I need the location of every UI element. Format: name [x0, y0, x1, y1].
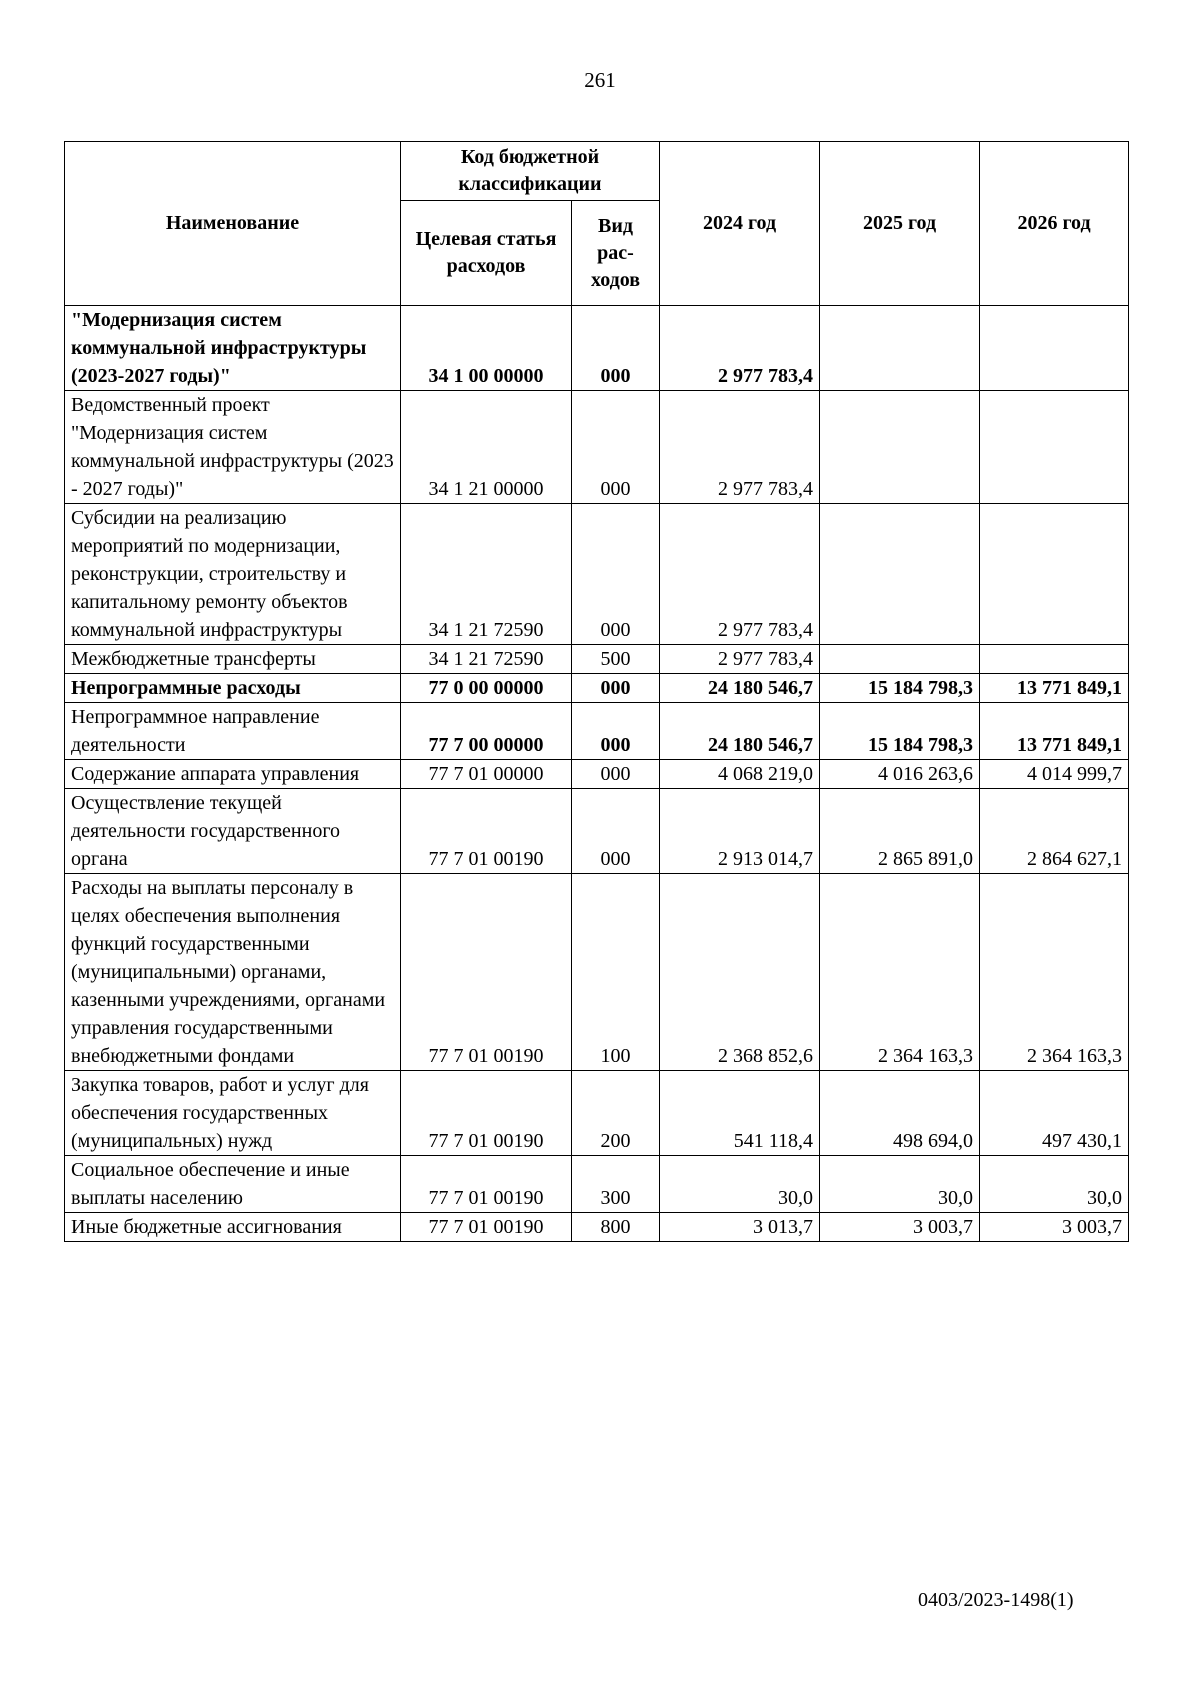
row-name: Ведомственный проект "Модернизация систем коммунальной инфраструктуры (2023 - 2027 годы)"	[65, 391, 401, 504]
row-value-2026: 2 864 627,1	[980, 789, 1129, 874]
row-expense-type: 300	[572, 1156, 660, 1213]
row-expense-type: 800	[572, 1213, 660, 1242]
row-target-code: 77 7 01 00190	[401, 789, 572, 874]
row-value-2025: 30,0	[820, 1156, 980, 1213]
row-value-2026: 2 364 163,3	[980, 874, 1129, 1071]
header-kbk: Код бюджетной классификации	[401, 142, 660, 201]
row-value-2025: 15 184 798,3	[820, 703, 980, 760]
row-target-code: 77 7 01 00190	[401, 1213, 572, 1242]
table-row	[65, 504, 1129, 645]
row-name: Закупка товаров, работ и услуг для обеспечения государственных (муниципальных) нужд	[65, 1071, 401, 1156]
row-value-2025	[820, 645, 980, 674]
table-row	[65, 789, 1129, 874]
row-value-2024: 2 368 852,6	[660, 874, 820, 1071]
document-code: 0403/2023-1498(1)	[918, 1589, 1074, 1611]
row-name: Иные бюджетные ассигнования	[65, 1213, 401, 1242]
row-name: Содержание аппарата управления	[65, 760, 401, 789]
row-value-2025: 15 184 798,3	[820, 674, 980, 703]
header-2026: 2026 год	[980, 142, 1129, 306]
row-value-2024: 2 977 783,4	[660, 306, 820, 391]
row-value-2026	[980, 391, 1129, 504]
row-value-2025: 4 016 263,6	[820, 760, 980, 789]
header-2024: 2024 год	[660, 142, 820, 306]
row-value-2024: 24 180 546,7	[660, 674, 820, 703]
row-name: "Модернизация систем коммунальной инфраструктуры (2023-2027 годы)"	[65, 306, 401, 391]
row-value-2026: 3 003,7	[980, 1213, 1129, 1242]
row-expense-type: 000	[572, 703, 660, 760]
table-body	[65, 306, 1129, 1242]
row-name: Непрограммное направление деятельности	[65, 703, 401, 760]
row-target-code: 77 0 00 00000	[401, 674, 572, 703]
table-row	[65, 703, 1129, 760]
row-target-code: 77 7 01 00190	[401, 874, 572, 1071]
table-row	[65, 760, 1129, 789]
row-value-2024: 3 013,7	[660, 1213, 820, 1242]
header-2025: 2025 год	[820, 142, 980, 306]
header-target: Целевая статья расходов	[401, 201, 572, 306]
row-name: Осуществление текущей деятельности государственного органа	[65, 789, 401, 874]
row-value-2026	[980, 306, 1129, 391]
table-row	[65, 874, 1129, 1071]
row-target-code: 77 7 01 00000	[401, 760, 572, 789]
row-value-2025	[820, 306, 980, 391]
row-value-2024: 2 977 783,4	[660, 391, 820, 504]
row-value-2026: 13 771 849,1	[980, 703, 1129, 760]
row-expense-type: 200	[572, 1071, 660, 1156]
header-name: Наименование	[65, 142, 401, 306]
row-target-code: 77 7 01 00190	[401, 1071, 572, 1156]
table-row	[65, 306, 1129, 391]
row-target-code: 77 7 01 00190	[401, 1156, 572, 1213]
row-value-2025: 2 865 891,0	[820, 789, 980, 874]
row-expense-type: 000	[572, 674, 660, 703]
row-value-2026: 4 014 999,7	[980, 760, 1129, 789]
row-value-2024: 4 068 219,0	[660, 760, 820, 789]
row-value-2024: 541 118,4	[660, 1071, 820, 1156]
table-row	[65, 1071, 1129, 1156]
row-value-2025: 2 364 163,3	[820, 874, 980, 1071]
table-row	[65, 674, 1129, 703]
row-target-code: 34 1 21 72590	[401, 645, 572, 674]
row-expense-type: 000	[572, 789, 660, 874]
row-value-2026	[980, 504, 1129, 645]
row-value-2025: 498 694,0	[820, 1071, 980, 1156]
row-value-2026: 30,0	[980, 1156, 1129, 1213]
row-value-2024: 2 977 783,4	[660, 504, 820, 645]
row-expense-type: 100	[572, 874, 660, 1071]
row-name: Межбюджетные трансферты	[65, 645, 401, 674]
row-expense-type: 000	[572, 306, 660, 391]
table-row	[65, 1213, 1129, 1242]
row-target-code: 34 1 21 72590	[401, 504, 572, 645]
row-name: Расходы на выплаты персоналу в целях обеспечения выполнения функций государственными (муниципальными) органами, казенными учреждениями, органами управления государственными внебюджетными фондами	[65, 874, 401, 1071]
table-row	[65, 391, 1129, 504]
row-expense-type: 000	[572, 760, 660, 789]
row-value-2026: 497 430,1	[980, 1071, 1129, 1156]
table-row	[65, 1156, 1129, 1213]
row-value-2025: 3 003,7	[820, 1213, 980, 1242]
row-name: Социальное обеспечение и иные выплаты населению	[65, 1156, 401, 1213]
row-value-2024: 24 180 546,7	[660, 703, 820, 760]
row-target-code: 34 1 21 00000	[401, 391, 572, 504]
budget-table	[64, 141, 1129, 1242]
row-value-2024: 2 977 783,4	[660, 645, 820, 674]
row-value-2026: 13 771 849,1	[980, 674, 1129, 703]
row-name: Непрограммные расходы	[65, 674, 401, 703]
row-target-code: 34 1 00 00000	[401, 306, 572, 391]
row-value-2024: 2 913 014,7	[660, 789, 820, 874]
header-type: Вид рас- ходов	[572, 201, 660, 306]
row-expense-type: 500	[572, 645, 660, 674]
row-value-2025	[820, 504, 980, 645]
row-value-2024: 30,0	[660, 1156, 820, 1213]
row-value-2026	[980, 645, 1129, 674]
row-expense-type: 000	[572, 391, 660, 504]
page-number: 261	[584, 68, 616, 92]
row-target-code: 77 7 00 00000	[401, 703, 572, 760]
row-expense-type: 000	[572, 504, 660, 645]
row-value-2025	[820, 391, 980, 504]
table-row	[65, 645, 1129, 674]
row-name: Субсидии на реализацию мероприятий по модернизации, реконструкции, строительству и капитальному ремонту объектов коммунальной инфраструктуры	[65, 504, 401, 645]
